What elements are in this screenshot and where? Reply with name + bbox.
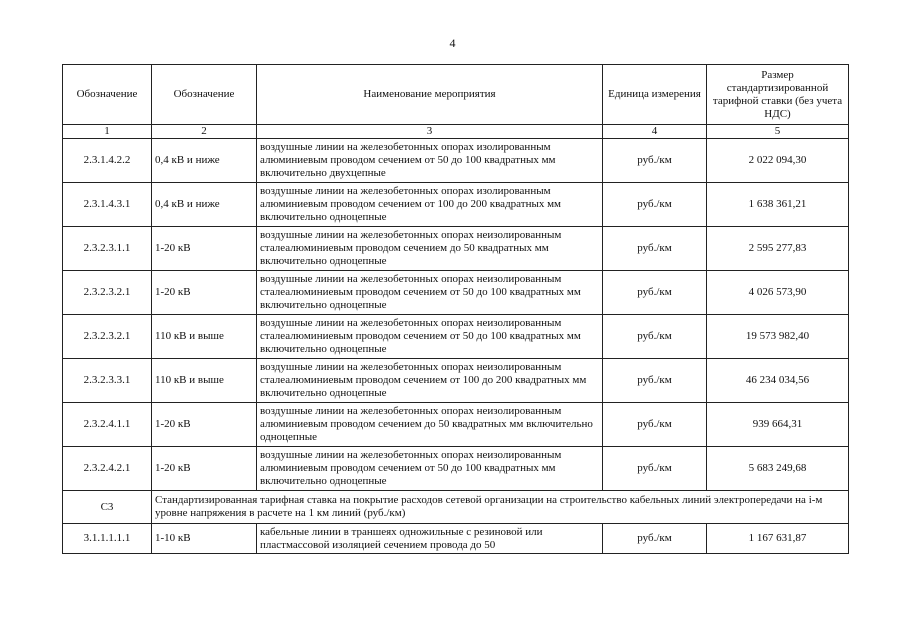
row-voltage: 1-20 кВ [152,271,257,315]
row-unit: руб./км [603,447,707,491]
row-code: 2.3.2.4.1.1 [63,403,152,447]
row-code: 3.1.1.1.1.1 [63,524,152,554]
table-row [63,524,849,554]
row-value: 939 664,31 [707,403,849,447]
row-voltage: 0,4 кВ и ниже [152,139,257,183]
section-code: С3 [63,491,152,524]
row-code: 2.3.2.3.1.1 [63,227,152,271]
column-number-row [63,125,849,139]
column-number: 3 [257,125,603,139]
section-title: Стандартизированная тарифная ставка на покрытие расходов сетевой организации на строительство кабельных линий электропередачи на i-м уровне напряжения в расчете на 1 км линий (руб./км) [152,491,849,524]
row-description: кабельные линии в траншеях одножильные с резиновой или пластмассовой изоляцией сечением провода до 50 [257,524,603,554]
row-unit: руб./км [603,315,707,359]
header-unit: Единица измерения [603,65,707,125]
row-code: 2.3.2.3.2.1 [63,271,152,315]
table-header-row [63,65,849,125]
header-designation-1: Обозначение [63,65,152,125]
row-unit: руб./км [603,271,707,315]
section-row [63,491,849,524]
row-voltage: 110 кВ и выше [152,315,257,359]
column-number: 2 [152,125,257,139]
row-description: воздушные линии на железобетонных опорах неизолированным сталеалюминиевым проводом сечением от 50 до 100 квадратных мм включительно одноцепные [257,271,603,315]
row-code: 2.3.2.3.3.1 [63,359,152,403]
row-code: 2.3.2.3.2.1 [63,315,152,359]
row-description: воздушные линии на железобетонных опорах изолированным алюминиевым проводом сечением от 50 до 100 квадратных мм включительно двухцепные [257,139,603,183]
row-value: 46 234 034,56 [707,359,849,403]
row-unit: руб./км [603,183,707,227]
table-row [63,183,849,227]
table-row [63,271,849,315]
header-designation-2: Обозначение [152,65,257,125]
row-unit: руб./км [603,359,707,403]
table-row [63,315,849,359]
header-activity-name: Наименование мероприятия [257,65,603,125]
row-unit: руб./км [603,403,707,447]
column-number: 5 [707,125,849,139]
row-voltage: 0,4 кВ и ниже [152,183,257,227]
row-description: воздушные линии на железобетонных опорах неизолированным сталеалюминиевым проводом сечением от 100 до 200 квадратных мм включительно одноцепные [257,359,603,403]
row-code: 2.3.1.4.2.2 [63,139,152,183]
row-description: воздушные линии на железобетонных опорах неизолированным алюминиевым проводом сечением до 50 квадратных мм включительно одноцепные [257,403,603,447]
table-row [63,139,849,183]
row-voltage: 1-20 кВ [152,227,257,271]
row-code: 2.3.2.4.2.1 [63,447,152,491]
row-value: 2 022 094,30 [707,139,849,183]
row-unit: руб./км [603,524,707,554]
header-rate: Размер стандартизированной тарифной ставки (без учета НДС) [707,65,849,125]
tariff-table [62,64,849,554]
row-unit: руб./км [603,227,707,271]
row-code: 2.3.1.4.3.1 [63,183,152,227]
row-value: 4 026 573,90 [707,271,849,315]
row-value: 1 638 361,21 [707,183,849,227]
page-number: 4 [449,36,456,50]
row-value: 19 573 982,40 [707,315,849,359]
column-number: 1 [63,125,152,139]
row-voltage: 110 кВ и выше [152,359,257,403]
row-voltage: 1-20 кВ [152,403,257,447]
row-voltage: 1-10 кВ [152,524,257,554]
row-value: 1 167 631,87 [707,524,849,554]
row-value: 5 683 249,68 [707,447,849,491]
row-description: воздушные линии на железобетонных опорах изолированным алюминиевым проводом сечением от 100 до 200 квадратных мм включительно одноцепные [257,183,603,227]
row-description: воздушные линии на железобетонных опорах неизолированным сталеалюминиевым проводом сечением до 50 квадратных мм включительно одноцепные [257,227,603,271]
row-description: воздушные линии на железобетонных опорах неизолированным алюминиевым проводом сечением от 50 до 100 квадратных мм включительно одноцепные [257,447,603,491]
table-row [63,447,849,491]
column-number: 4 [603,125,707,139]
row-value: 2 595 277,83 [707,227,849,271]
row-description: воздушные линии на железобетонных опорах неизолированным сталеалюминиевым проводом сечением от 50 до 100 квадратных мм включительно одноцепные [257,315,603,359]
row-unit: руб./км [603,139,707,183]
table-row [63,403,849,447]
row-voltage: 1-20 кВ [152,447,257,491]
table-row [63,359,849,403]
table-row [63,227,849,271]
